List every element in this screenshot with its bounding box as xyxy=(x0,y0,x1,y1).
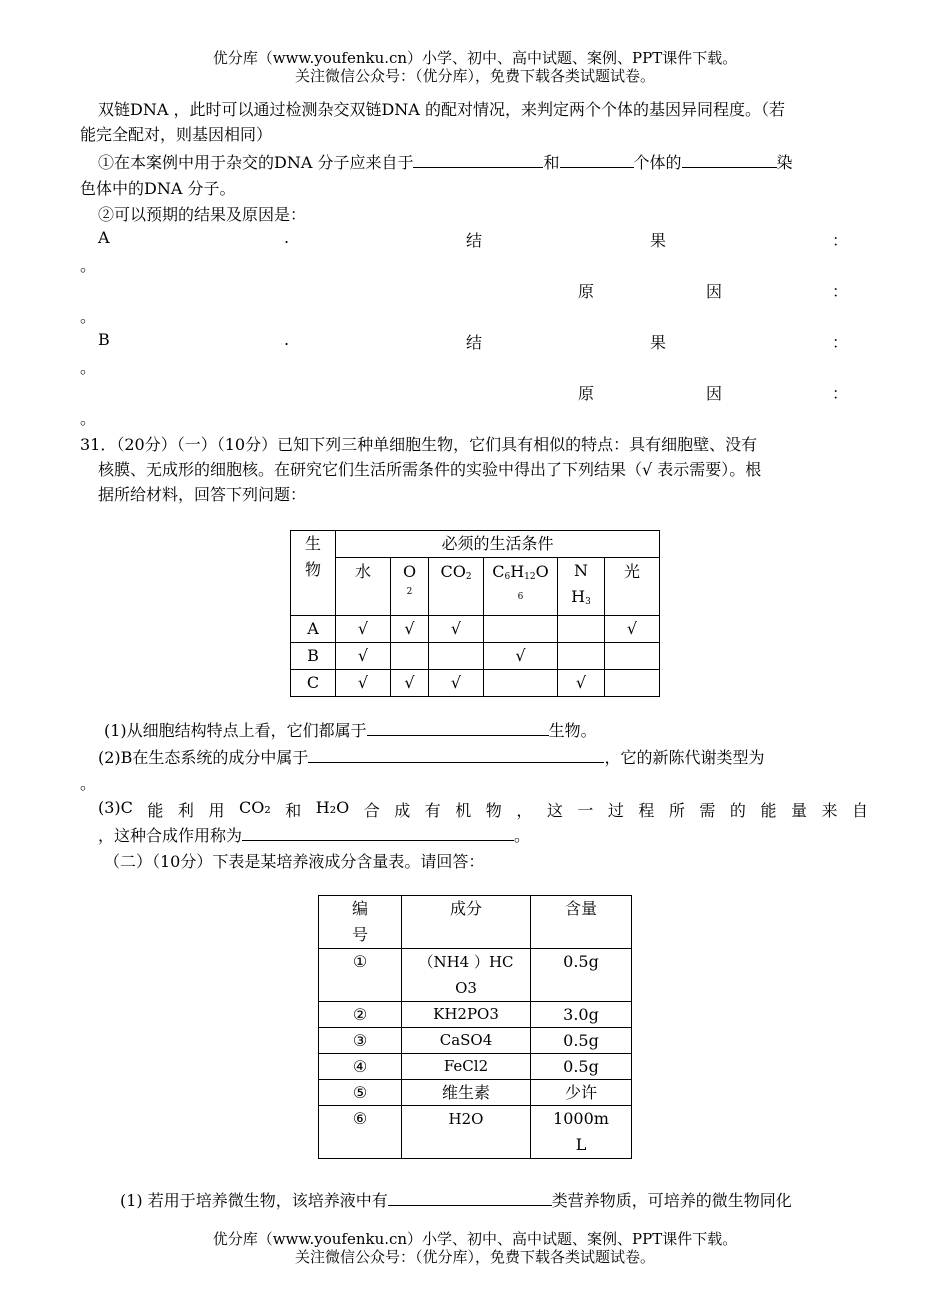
answer-blank[interactable] xyxy=(682,151,777,168)
cell-text: L xyxy=(575,1135,587,1154)
page-header-line2: 关注微信公众号：（优分库），免费下载各类试题试卷。 xyxy=(294,67,655,85)
page-header-line1: 优分库（www.youfenku.cn）小学、初中、高中试题、案例、PPT课件下载。 xyxy=(212,49,738,67)
table-cell xyxy=(484,616,558,643)
table-cell: √ xyxy=(336,670,391,697)
part1-q1 xyxy=(104,718,597,741)
table-cell: ③ xyxy=(319,1028,402,1054)
answer-blank[interactable] xyxy=(242,824,514,841)
subscript: 3 xyxy=(585,597,591,607)
header-text: O xyxy=(535,562,549,581)
header-text: 生 xyxy=(304,534,321,553)
table-cell: ① xyxy=(319,949,402,1002)
table-cell: 维生素 xyxy=(402,1080,531,1106)
answer-blank[interactable] xyxy=(308,746,604,763)
colon: ： xyxy=(832,282,849,301)
part1-q3-line1 xyxy=(98,798,868,821)
table-header-organism xyxy=(291,531,336,616)
subscript: 6 xyxy=(504,572,511,582)
table-cell xyxy=(605,643,660,670)
question-text: 机 xyxy=(455,801,472,820)
result-b-label: B xyxy=(98,330,110,349)
part2-title: （二）（10分）下表是某培养液成分含量表。请回答： xyxy=(104,852,485,871)
result-word-1: 结 xyxy=(466,231,483,250)
col-light: 光 xyxy=(605,558,660,616)
question-text: 来 xyxy=(821,801,838,820)
colon: ： xyxy=(832,384,849,403)
table-cell: 0.5g xyxy=(531,1054,632,1080)
table-row xyxy=(291,670,660,697)
table-cell xyxy=(558,616,605,643)
reason-word-1: 原 xyxy=(578,384,595,403)
table-cell: ④ xyxy=(319,1054,402,1080)
question-text: 类营养物质，可培养的微生物同化 xyxy=(551,1191,792,1210)
header-text: CO xyxy=(440,562,466,581)
table-row xyxy=(319,1106,632,1159)
result-word-2: 果 xyxy=(650,333,667,352)
page-footer-line2: 关注微信公众号：（优分库），免费下载各类试题试卷。 xyxy=(294,1248,655,1266)
table-cell: √ xyxy=(605,616,660,643)
question-text: 自 xyxy=(851,801,868,820)
question-text: 一 xyxy=(577,801,594,820)
question-text: H₂O xyxy=(315,798,350,817)
answer-blank[interactable] xyxy=(367,719,549,736)
table-cell: CaSO4 xyxy=(402,1028,531,1054)
question-text: 成 xyxy=(394,801,411,820)
question-text: 这 xyxy=(546,801,563,820)
dot: . xyxy=(284,228,290,247)
subscript: 6 xyxy=(517,592,524,602)
table-row xyxy=(291,643,660,670)
q31-line1: 31．（20分）（一）（10分）已知下列三种单细胞生物，它们具有相似的特点：具有细胞壁、没有 xyxy=(80,435,758,454)
table-header-conditions: 必须的生活条件 xyxy=(336,531,660,558)
table-row xyxy=(319,1028,632,1054)
conditions-table xyxy=(290,530,660,697)
table-cell: √ xyxy=(391,616,429,643)
question-text: 能 xyxy=(760,801,777,820)
table-cell xyxy=(391,643,429,670)
table-row xyxy=(319,1080,632,1106)
header-component: 成分 xyxy=(402,896,531,949)
page-footer-line1: 优分库（www.youfenku.cn）小学、初中、高中试题、案例、PPT课件下载。 xyxy=(212,1230,738,1248)
table-cell: ⑤ xyxy=(319,1080,402,1106)
col-glucose xyxy=(484,558,558,616)
table-cell: √ xyxy=(336,616,391,643)
row-label: C xyxy=(291,670,336,697)
question-text: 量 xyxy=(790,801,807,820)
table-cell: FeCl2 xyxy=(402,1054,531,1080)
table-cell: ② xyxy=(319,1002,402,1028)
cell-text: 1000m xyxy=(553,1109,609,1128)
table-cell: √ xyxy=(429,616,484,643)
intro-line2: 能完全配对，则基因相同） xyxy=(80,125,273,144)
answer-blank[interactable] xyxy=(388,1189,552,1206)
period: 。 xyxy=(80,774,97,793)
table-cell: √ xyxy=(336,643,391,670)
question-text: (3)C xyxy=(98,798,133,817)
result-word-1: 结 xyxy=(466,333,483,352)
header-text: 号 xyxy=(351,925,368,944)
question-1: ①在本案例中用于杂交的DNA 分子应来自于 和 个体的 染 xyxy=(98,153,793,172)
question-text: 物 xyxy=(485,801,502,820)
table-cell: 0.5g xyxy=(531,1028,632,1054)
question-text: 需 xyxy=(699,801,716,820)
header-amount: 含量 xyxy=(531,896,632,949)
table-cell: √ xyxy=(558,670,605,697)
question-1-line2: 色体中的DNA 分子。 xyxy=(80,179,236,198)
part1-q3-line2 xyxy=(98,823,530,846)
table-cell: √ xyxy=(484,643,558,670)
question-text: 能 xyxy=(147,801,164,820)
question-text: 过 xyxy=(607,801,624,820)
header-text: 编 xyxy=(351,899,368,918)
question-text: 。 xyxy=(514,826,531,845)
question-text: 生物。 xyxy=(548,721,597,740)
table-cell xyxy=(558,643,605,670)
table-cell: √ xyxy=(391,670,429,697)
table-row xyxy=(319,1002,632,1028)
table-cell xyxy=(484,670,558,697)
col-water: 水 xyxy=(336,558,391,616)
row-label: B xyxy=(291,643,336,670)
question-2: ②可以预期的结果及原因是： xyxy=(98,205,307,224)
cell-text: O3 xyxy=(455,979,477,997)
colon: ： xyxy=(832,333,849,352)
header-text: C xyxy=(492,562,505,581)
part2-q1 xyxy=(120,1188,792,1211)
table-cell xyxy=(605,670,660,697)
table-cell: KH2PO3 xyxy=(402,1002,531,1028)
question-text: CO₂ xyxy=(238,798,271,817)
subscript: 2 xyxy=(406,587,413,597)
question-text: 所 xyxy=(668,801,685,820)
period: 。 xyxy=(80,409,97,428)
period: 。 xyxy=(80,358,97,377)
question-text: 和 xyxy=(285,801,302,820)
question-text: ，这种合成作用称为 xyxy=(98,826,243,845)
table-cell: ⑥ xyxy=(319,1106,402,1159)
part1-q2 xyxy=(98,745,764,768)
table-cell xyxy=(402,949,531,1002)
reason-word-2: 因 xyxy=(706,384,723,403)
header-text: N xyxy=(574,561,588,580)
period: 。 xyxy=(80,307,97,326)
table-cell: 少许 xyxy=(531,1080,632,1106)
row-label: A xyxy=(291,616,336,643)
header-text: H xyxy=(571,587,586,606)
header-text: H xyxy=(510,562,525,581)
answer-blank[interactable] xyxy=(413,151,543,168)
colon: ： xyxy=(832,231,849,250)
table-cell: 3.0g xyxy=(531,1002,632,1028)
reason-word-1: 原 xyxy=(578,282,595,301)
table-cell xyxy=(429,643,484,670)
question-text: 用 xyxy=(208,801,225,820)
answer-blank[interactable] xyxy=(560,151,634,168)
question-text: 的 xyxy=(729,801,746,820)
header-number xyxy=(319,896,402,949)
subscript: 12 xyxy=(524,572,536,582)
question-text: 有 xyxy=(424,801,441,820)
question-text: 程 xyxy=(638,801,655,820)
table-cell xyxy=(531,1106,632,1159)
col-nh3 xyxy=(558,558,605,616)
intro-line1: 双链DNA ，此时可以通过检测杂交双链DNA 的配对情况，来判定两个个体的基因异同程度。（若 xyxy=(98,100,785,119)
col-o2 xyxy=(391,558,429,616)
reason-word-2: 因 xyxy=(706,282,723,301)
question-text: (1)从细胞结构特点上看，它们都属于 xyxy=(104,721,367,740)
q31-line3: 据所给材料，回答下列问题： xyxy=(98,485,307,504)
period: 。 xyxy=(80,256,97,275)
col-co2 xyxy=(429,558,484,616)
nutrient-table xyxy=(318,895,632,1159)
cell-text: （NH4 ）HC xyxy=(418,953,514,971)
result-word-2: 果 xyxy=(650,231,667,250)
question-text: (2)B在生态系统的成分中属于 xyxy=(98,748,309,767)
table-row xyxy=(291,616,660,643)
table-row xyxy=(319,1054,632,1080)
table-row xyxy=(319,949,632,1002)
dot: . xyxy=(284,330,290,349)
result-a-label: A xyxy=(98,228,110,247)
header-text: 物 xyxy=(304,560,321,579)
header-text: O xyxy=(402,562,417,581)
question-text: (1) 若用于培养微生物，该培养液中有 xyxy=(120,1191,388,1210)
table-cell: √ xyxy=(429,670,484,697)
table-cell: H2O xyxy=(402,1106,531,1159)
table-cell: 0.5g xyxy=(531,949,632,1002)
subscript: 2 xyxy=(465,572,472,582)
q31-line2: 核膜、无成形的细胞核。在研究它们生活所需条件的实验中得出了下列结果（√ 表示需要）。根 xyxy=(98,460,762,479)
question-text: 利 xyxy=(177,801,194,820)
question-text: 合 xyxy=(363,801,380,820)
question-text: ，它的新陈代谢类型为 xyxy=(604,748,765,767)
question-text: ， xyxy=(516,801,533,820)
